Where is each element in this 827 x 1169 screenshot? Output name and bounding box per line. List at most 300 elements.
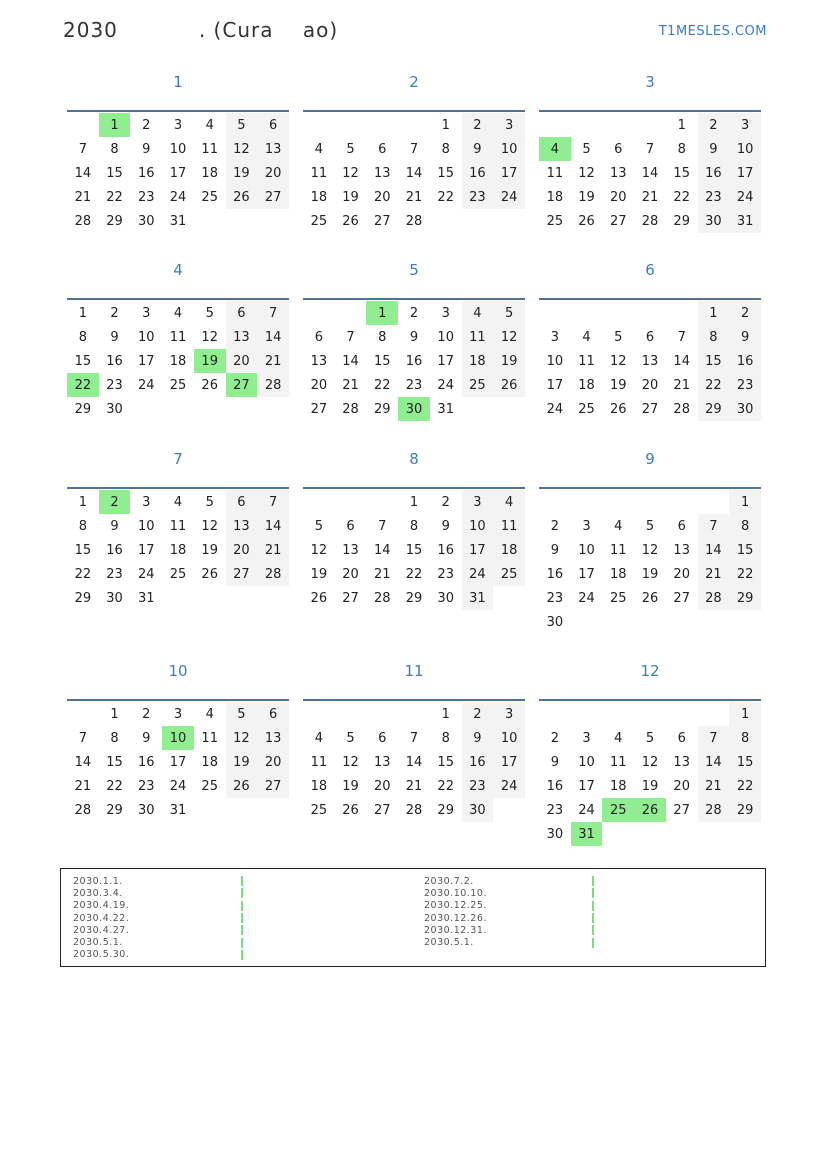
day-cell: 11 <box>578 353 595 369</box>
day-cell: 10 <box>138 329 155 345</box>
day-cell: 28 <box>405 213 423 229</box>
day-cell: 4 <box>173 494 183 510</box>
month-divider <box>303 487 525 489</box>
day-cell: 8 <box>78 329 87 345</box>
day-cell: 26 <box>201 566 218 582</box>
holiday-date: 2030.3.4. <box>73 887 123 899</box>
empty-cell <box>335 490 367 514</box>
month-title: 8 <box>409 450 419 468</box>
day-cell: 13 <box>610 165 627 181</box>
day-cell: 29 <box>673 213 690 229</box>
day-cell: 11 <box>610 754 627 770</box>
day-cell: 13 <box>673 542 690 558</box>
legend-row <box>73 912 243 924</box>
day-cell: 2 <box>462 702 494 726</box>
month-title: 3 <box>645 73 655 91</box>
day-cell: 22 <box>673 189 690 205</box>
day-cell: 8 <box>110 141 119 157</box>
day-cell: 6 <box>378 141 387 157</box>
day-cell: 6 <box>226 301 258 325</box>
day-cell: 16 <box>138 165 155 181</box>
day-cell: 8 <box>698 325 730 349</box>
month-day-grid <box>303 490 525 610</box>
day-cell: 23 <box>698 185 730 209</box>
day-cell: 17 <box>493 161 525 185</box>
day-cell: 17 <box>437 353 454 369</box>
day-cell: 7 <box>257 490 289 514</box>
day-cell: 1 <box>677 117 686 133</box>
month-day-grid <box>539 702 761 846</box>
day-cell: 11 <box>610 542 627 558</box>
holiday-day-cell: 26 <box>634 798 666 822</box>
day-cell: 21 <box>405 778 423 794</box>
holiday-date: 2030.5.1. <box>73 937 123 949</box>
day-cell: 9 <box>729 325 761 349</box>
holiday-day-cell: 25 <box>602 798 634 822</box>
day-cell: 20 <box>257 161 289 185</box>
day-cell: 10 <box>546 353 564 369</box>
day-cell: 23 <box>106 566 123 582</box>
day-cell: 19 <box>610 377 627 393</box>
empty-cell <box>666 490 698 514</box>
day-cell: 18 <box>462 349 494 373</box>
day-cell: 6 <box>378 730 387 746</box>
day-cell: 23 <box>138 778 155 794</box>
empty-cell <box>571 702 603 726</box>
month-day-grid <box>67 490 289 610</box>
day-cell: 25 <box>610 590 627 606</box>
day-cell: 9 <box>142 141 151 157</box>
day-cell: 9 <box>110 329 119 345</box>
day-cell: 8 <box>110 730 119 746</box>
day-cell: 17 <box>546 377 564 393</box>
empty-cell <box>602 301 634 325</box>
day-cell: 8 <box>729 726 761 750</box>
day-cell: 7 <box>78 141 87 157</box>
day-cell: 19 <box>310 566 328 582</box>
day-cell: 2 <box>550 730 559 746</box>
month-day-grid <box>539 113 761 233</box>
day-cell: 24 <box>578 590 595 606</box>
day-cell: 5 <box>346 730 355 746</box>
month-day-grid <box>67 113 289 233</box>
legend-row <box>424 900 594 912</box>
month-title: 6 <box>645 261 655 279</box>
day-cell: 20 <box>310 377 328 393</box>
day-cell: 1 <box>78 494 87 510</box>
holiday-marker <box>592 925 594 935</box>
day-cell: 24 <box>437 377 454 393</box>
day-cell: 8 <box>378 329 387 345</box>
day-cell: 8 <box>729 514 761 538</box>
holiday-day-cell: 27 <box>226 373 258 397</box>
month-divider <box>67 487 289 489</box>
day-cell: 6 <box>314 329 323 345</box>
day-cell: 4 <box>205 706 214 722</box>
day-cell: 31 <box>462 586 494 610</box>
empty-cell <box>303 301 335 325</box>
day-cell: 25 <box>201 189 218 205</box>
day-cell: 4 <box>173 305 183 321</box>
holiday-marker <box>592 913 594 923</box>
site-brand-link[interactable]: T1MESLES.COM <box>658 24 767 39</box>
day-cell: 23 <box>729 373 761 397</box>
day-cell: 15 <box>698 349 730 373</box>
day-cell: 5 <box>205 494 214 510</box>
day-cell: 1 <box>729 702 761 726</box>
day-cell: 26 <box>493 373 525 397</box>
empty-cell <box>303 702 335 726</box>
day-cell: 10 <box>578 754 595 770</box>
empty-cell <box>539 113 571 137</box>
holiday-date: 2030.4.22. <box>73 912 130 924</box>
month-title: 10 <box>168 662 188 680</box>
holiday-day-cell: 1 <box>366 301 398 325</box>
day-cell: 20 <box>374 189 391 205</box>
day-cell: 21 <box>698 562 730 586</box>
day-cell: 28 <box>257 562 289 586</box>
empty-cell <box>366 702 398 726</box>
day-cell: 27 <box>673 590 690 606</box>
day-cell: 27 <box>610 213 627 229</box>
day-cell: 28 <box>74 802 92 818</box>
day-cell: 6 <box>257 702 289 726</box>
day-cell: 3 <box>462 490 494 514</box>
day-cell: 21 <box>74 189 92 205</box>
day-cell: 3 <box>441 305 450 321</box>
day-cell: 29 <box>74 401 92 417</box>
day-cell: 23 <box>405 377 423 393</box>
holiday-marker <box>241 901 243 911</box>
day-cell: 22 <box>106 778 123 794</box>
day-cell: 21 <box>374 566 391 582</box>
day-cell: 16 <box>437 542 454 558</box>
day-cell: 23 <box>106 377 123 393</box>
holiday-marker <box>241 938 243 948</box>
day-cell: 24 <box>493 185 525 209</box>
day-cell: 17 <box>138 353 155 369</box>
day-cell: 12 <box>342 754 359 770</box>
day-cell: 5 <box>645 518 655 534</box>
day-cell: 14 <box>405 754 423 770</box>
day-cell: 3 <box>550 329 559 345</box>
day-cell: 30 <box>106 590 123 606</box>
holiday-legend-right-column <box>424 875 594 949</box>
empty-cell <box>303 490 335 514</box>
day-cell: 18 <box>578 377 595 393</box>
month-day-grid <box>539 490 761 634</box>
day-cell: 11 <box>462 325 494 349</box>
day-cell: 6 <box>257 113 289 137</box>
day-cell: 17 <box>493 750 525 774</box>
day-cell: 13 <box>374 754 391 770</box>
day-cell: 3 <box>729 113 761 137</box>
day-cell: 20 <box>226 349 258 373</box>
holiday-day-cell: 22 <box>67 373 99 397</box>
month-day-grid <box>303 702 525 822</box>
day-cell: 4 <box>493 490 525 514</box>
day-cell: 13 <box>257 726 289 750</box>
day-cell: 27 <box>257 774 289 798</box>
day-cell: 27 <box>310 401 328 417</box>
day-cell: 13 <box>310 353 328 369</box>
day-cell: 25 <box>493 562 525 586</box>
month-title: 1 <box>173 73 183 91</box>
day-cell: 27 <box>226 562 258 586</box>
day-cell: 15 <box>106 165 123 181</box>
empty-cell <box>634 301 666 325</box>
day-cell: 25 <box>546 213 564 229</box>
day-cell: 28 <box>74 213 92 229</box>
month-title: 11 <box>404 662 424 680</box>
month-title: 5 <box>409 261 419 279</box>
day-cell: 20 <box>673 778 690 794</box>
day-cell: 23 <box>462 774 494 798</box>
holiday-marker <box>592 888 594 898</box>
day-cell: 11 <box>546 165 564 181</box>
day-cell: 28 <box>641 213 659 229</box>
empty-cell <box>571 113 603 137</box>
day-cell: 21 <box>257 349 289 373</box>
day-cell: 21 <box>641 189 659 205</box>
month-divider <box>67 699 289 701</box>
day-cell: 26 <box>201 377 218 393</box>
day-cell: 14 <box>342 353 359 369</box>
day-cell: 12 <box>342 165 359 181</box>
holiday-date: 2030.10.10. <box>424 887 487 899</box>
day-cell: 31 <box>437 401 454 417</box>
day-cell: 14 <box>74 754 92 770</box>
day-cell: 13 <box>257 137 289 161</box>
day-cell: 7 <box>677 329 686 345</box>
day-cell: 5 <box>493 301 525 325</box>
month-title: 9 <box>645 450 655 468</box>
day-cell: 1 <box>441 706 450 722</box>
day-cell: 20 <box>673 566 690 582</box>
day-cell: 27 <box>374 213 391 229</box>
month-divider <box>539 110 761 112</box>
day-cell: 18 <box>310 189 328 205</box>
holiday-legend <box>60 868 766 967</box>
day-cell: 18 <box>610 566 627 582</box>
day-cell: 11 <box>201 730 218 746</box>
day-cell: 16 <box>546 778 564 794</box>
month-divider <box>539 487 761 489</box>
empty-cell <box>602 113 634 137</box>
day-cell: 8 <box>441 141 450 157</box>
day-cell: 2 <box>142 117 151 133</box>
day-cell: 17 <box>169 165 187 181</box>
legend-row <box>424 912 594 924</box>
day-cell: 2 <box>698 113 730 137</box>
day-cell: 18 <box>493 538 525 562</box>
day-cell: 24 <box>462 562 494 586</box>
day-cell: 2 <box>142 706 151 722</box>
day-cell: 26 <box>310 590 328 606</box>
day-cell: 3 <box>582 518 591 534</box>
day-cell: 14 <box>257 514 289 538</box>
day-cell: 22 <box>106 189 123 205</box>
day-cell: 21 <box>342 377 359 393</box>
holiday-marker <box>241 888 243 898</box>
day-cell: 1 <box>78 305 87 321</box>
day-cell: 3 <box>582 730 591 746</box>
day-cell: 29 <box>106 213 123 229</box>
empty-cell <box>398 113 430 137</box>
day-cell: 20 <box>610 189 627 205</box>
day-cell: 27 <box>673 802 690 818</box>
day-cell: 12 <box>226 726 258 750</box>
day-cell: 27 <box>374 802 391 818</box>
empty-cell <box>634 113 666 137</box>
day-cell: 12 <box>201 329 218 345</box>
day-cell: 26 <box>226 774 258 798</box>
day-cell: 8 <box>409 518 419 534</box>
day-cell: 22 <box>698 373 730 397</box>
day-cell: 14 <box>673 353 690 369</box>
day-cell: 26 <box>641 590 659 606</box>
day-cell: 19 <box>201 542 218 558</box>
day-cell: 23 <box>546 802 564 818</box>
month-title: 4 <box>173 261 183 279</box>
empty-cell <box>571 301 603 325</box>
holiday-day-cell: 2 <box>99 490 131 514</box>
day-cell: 7 <box>645 141 655 157</box>
day-cell: 4 <box>614 730 623 746</box>
month-divider <box>67 298 289 300</box>
holiday-date: 2030.7.2. <box>424 875 474 887</box>
day-cell: 26 <box>578 213 595 229</box>
empty-cell <box>335 113 367 137</box>
day-cell: 9 <box>441 518 450 534</box>
day-cell: 19 <box>226 161 258 185</box>
day-cell: 28 <box>698 586 730 610</box>
day-cell: 20 <box>641 377 659 393</box>
day-cell: 10 <box>493 726 525 750</box>
day-cell: 15 <box>729 538 761 562</box>
holiday-day-cell: 30 <box>398 397 430 421</box>
day-cell: 12 <box>493 325 525 349</box>
month-title: 2 <box>409 73 419 91</box>
holiday-day-cell: 19 <box>194 349 226 373</box>
day-cell: 7 <box>257 301 289 325</box>
day-cell: 10 <box>578 542 595 558</box>
day-cell: 15 <box>74 542 92 558</box>
page-title: 2030 . (Cura ao) <box>63 18 339 42</box>
day-cell: 15 <box>437 165 454 181</box>
day-cell: 12 <box>201 518 218 534</box>
day-cell: 3 <box>493 113 525 137</box>
day-cell: 23 <box>462 185 494 209</box>
day-cell: 2 <box>729 301 761 325</box>
day-cell: 16 <box>462 750 494 774</box>
day-cell: 6 <box>226 490 258 514</box>
day-cell: 18 <box>169 353 187 369</box>
day-cell: 16 <box>729 349 761 373</box>
day-cell: 7 <box>698 514 730 538</box>
day-cell: 25 <box>310 802 328 818</box>
day-cell: 6 <box>614 141 623 157</box>
day-cell: 2 <box>110 305 119 321</box>
day-cell: 14 <box>698 538 730 562</box>
day-cell: 26 <box>342 213 359 229</box>
legend-row <box>424 924 594 936</box>
day-cell: 11 <box>201 141 218 157</box>
day-cell: 17 <box>729 161 761 185</box>
day-cell: 15 <box>729 750 761 774</box>
day-cell: 10 <box>169 141 187 157</box>
holiday-marker <box>592 876 594 886</box>
holiday-day-cell: 10 <box>162 726 194 750</box>
day-cell: 2 <box>462 113 494 137</box>
day-cell: 9 <box>698 137 730 161</box>
day-cell: 18 <box>610 778 627 794</box>
day-cell: 28 <box>405 802 423 818</box>
day-cell: 14 <box>257 325 289 349</box>
legend-row <box>73 887 243 899</box>
day-cell: 1 <box>110 706 119 722</box>
day-cell: 10 <box>437 329 454 345</box>
holiday-legend-left-column <box>73 875 243 961</box>
day-cell: 14 <box>374 542 391 558</box>
day-cell: 18 <box>310 778 328 794</box>
month-divider <box>539 298 761 300</box>
empty-cell <box>335 702 367 726</box>
day-cell: 31 <box>169 802 187 818</box>
day-cell: 13 <box>342 542 359 558</box>
day-cell: 11 <box>169 518 187 534</box>
day-cell: 30 <box>437 590 454 606</box>
holiday-date: 2030.5.1. <box>424 937 474 949</box>
day-cell: 20 <box>342 566 359 582</box>
day-cell: 18 <box>201 754 218 770</box>
holiday-date: 2030.12.26. <box>424 912 487 924</box>
day-cell: 7 <box>409 730 419 746</box>
empty-cell <box>335 301 367 325</box>
day-cell: 21 <box>405 189 423 205</box>
day-cell: 22 <box>74 566 92 582</box>
month-divider <box>303 110 525 112</box>
month-title: 7 <box>173 450 183 468</box>
holiday-marker <box>241 925 243 935</box>
day-cell: 11 <box>493 514 525 538</box>
day-cell: 27 <box>641 401 659 417</box>
day-cell: 29 <box>437 802 454 818</box>
day-cell: 19 <box>641 566 659 582</box>
legend-row <box>424 936 594 948</box>
empty-cell <box>666 301 698 325</box>
day-cell: 13 <box>226 514 258 538</box>
day-cell: 5 <box>205 305 214 321</box>
day-cell: 4 <box>314 141 323 157</box>
day-cell: 24 <box>546 401 564 417</box>
day-cell: 2 <box>550 518 559 534</box>
empty-cell <box>539 301 571 325</box>
day-cell: 22 <box>729 774 761 798</box>
day-cell: 8 <box>78 518 87 534</box>
day-cell: 30 <box>546 826 564 842</box>
empty-cell <box>634 490 666 514</box>
day-cell: 3 <box>493 702 525 726</box>
day-cell: 1 <box>409 494 419 510</box>
day-cell: 9 <box>110 518 119 534</box>
empty-cell <box>398 702 430 726</box>
empty-cell <box>698 490 730 514</box>
day-cell: 16 <box>106 542 123 558</box>
day-cell: 17 <box>578 778 595 794</box>
day-cell: 16 <box>698 161 730 185</box>
day-cell: 11 <box>310 754 328 770</box>
